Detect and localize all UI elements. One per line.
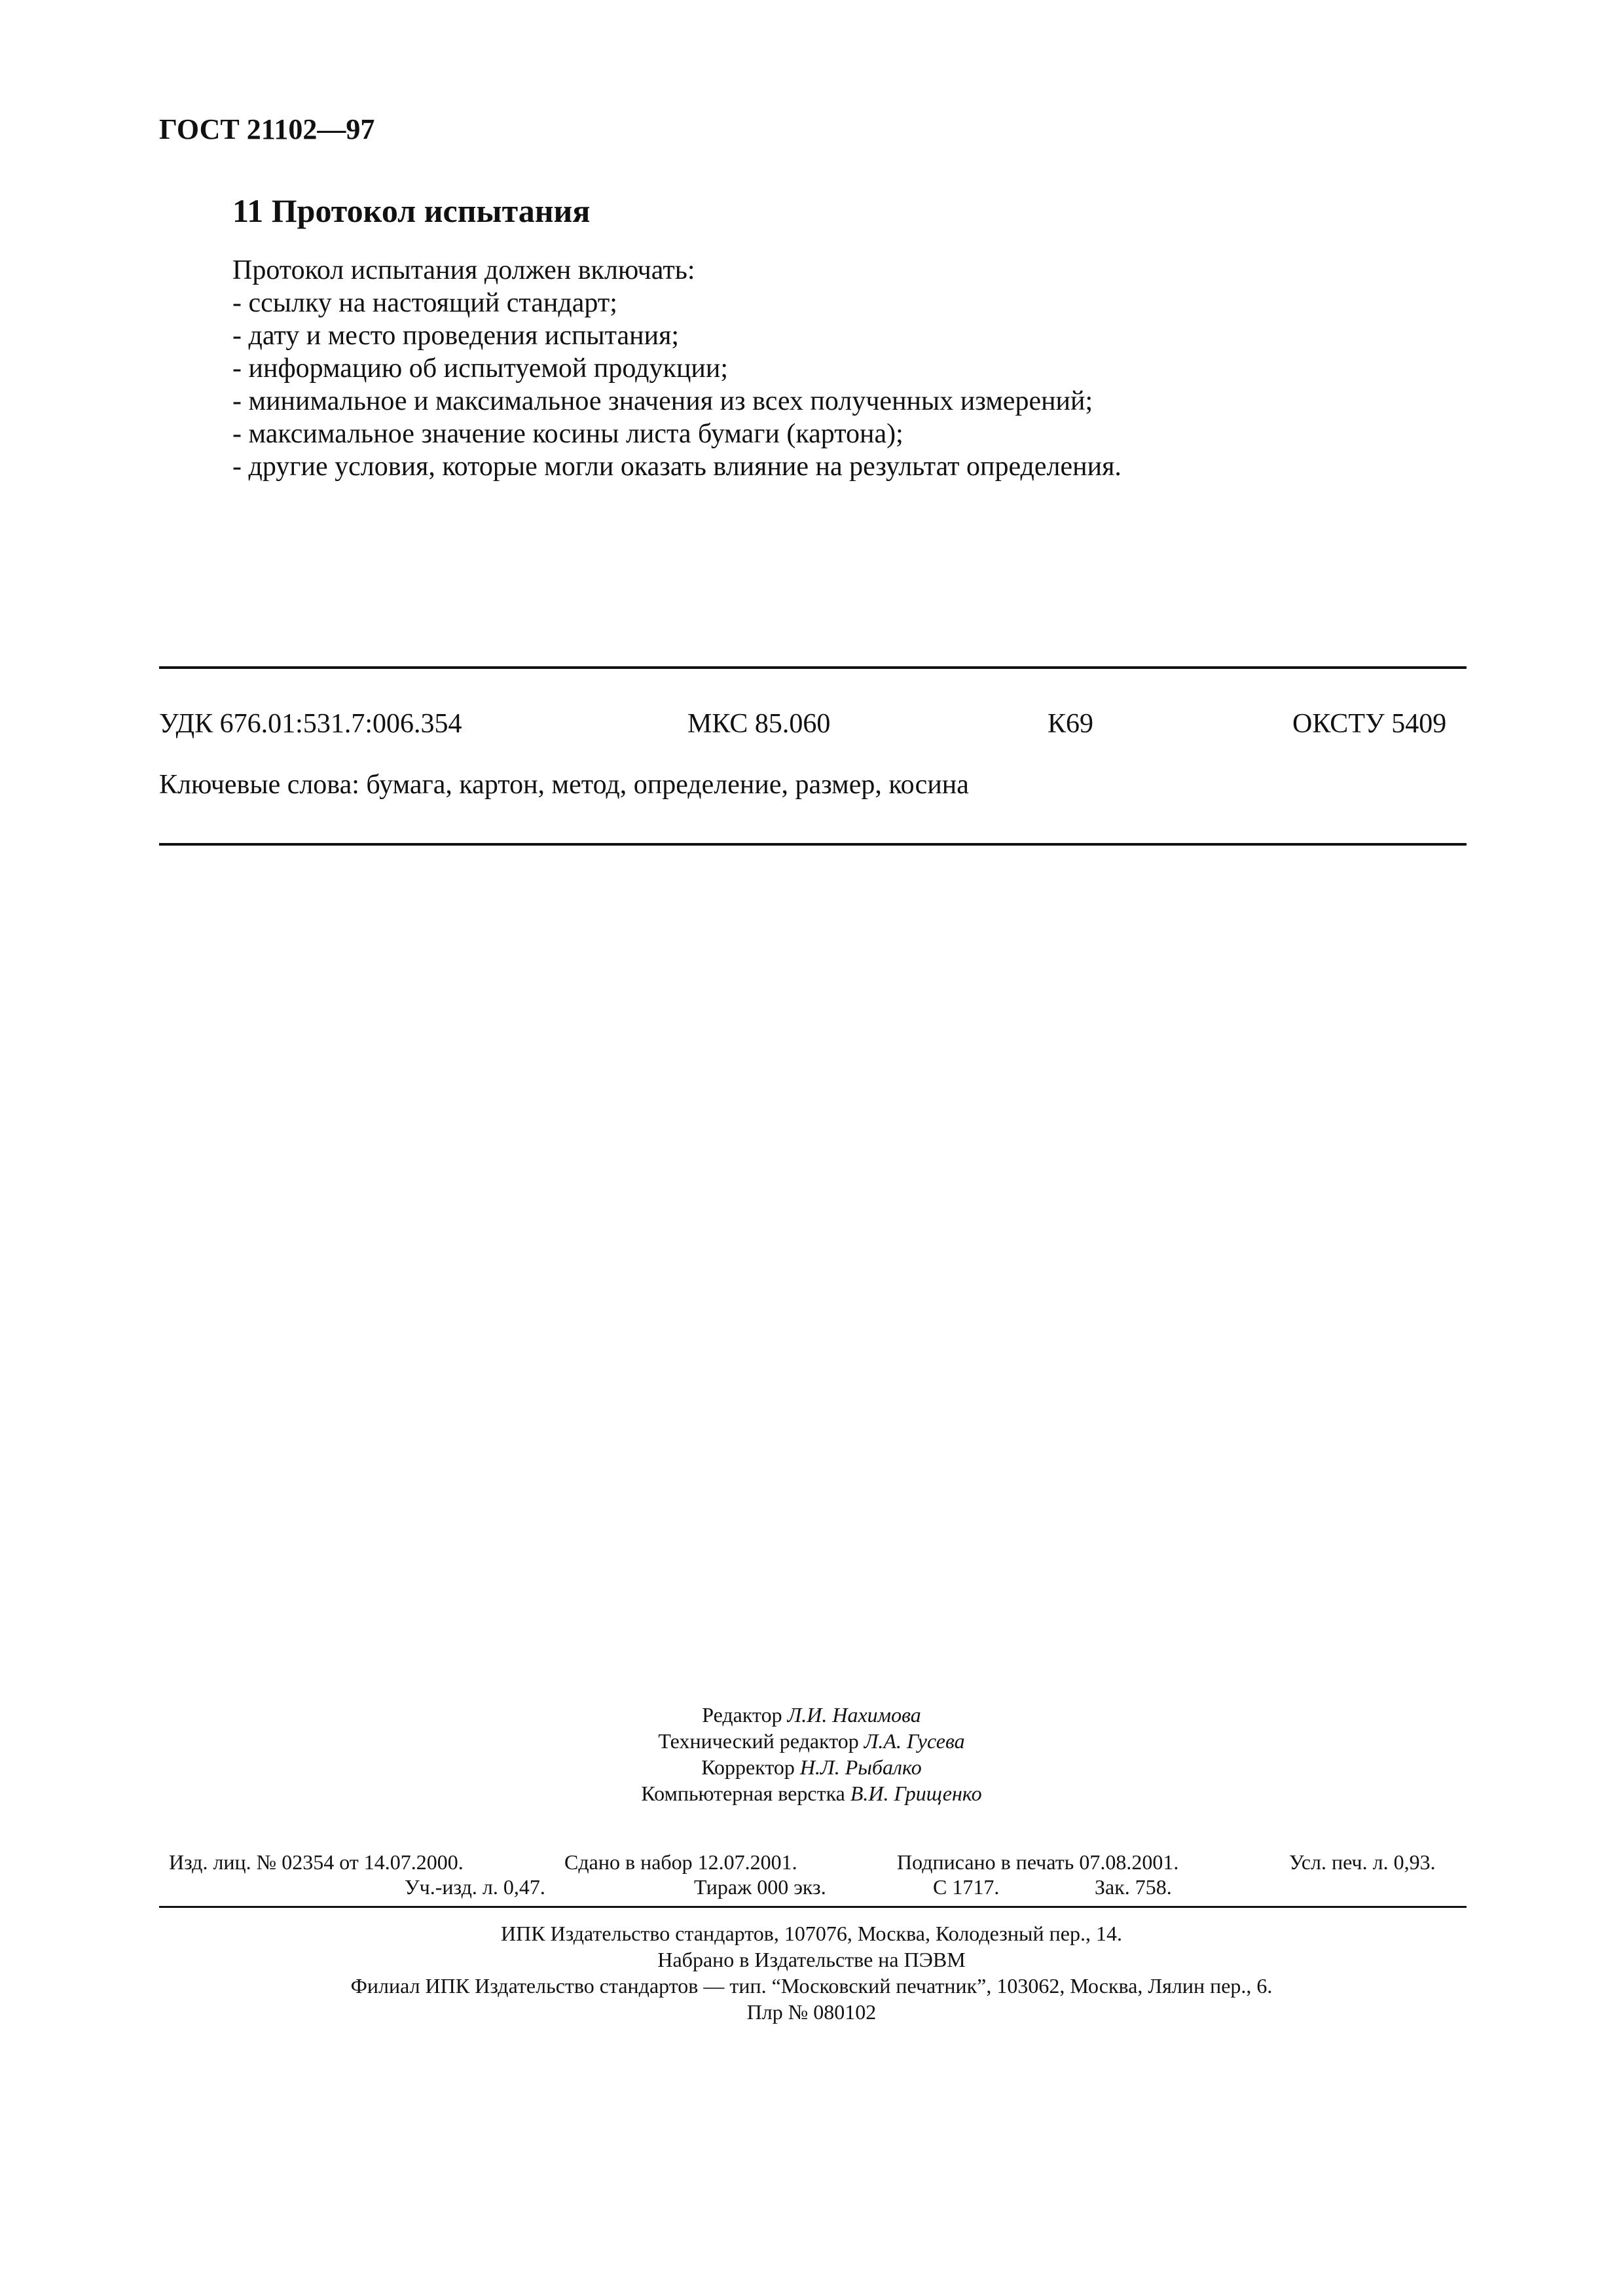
divider-bottom xyxy=(159,843,1467,846)
imprint-signed-to-print: Подписано в печать 07.08.2001. xyxy=(897,1850,1179,1874)
credits-block xyxy=(0,1702,1623,1806)
section-intro: Протокол испытания должен включать: xyxy=(232,255,695,285)
credit-tech-editor: Технический редактор Л.А. Гусева xyxy=(658,1729,965,1753)
k-code: К69 xyxy=(1048,709,1094,739)
list-item: - максимальное значение косины листа бумаги (картона); xyxy=(232,419,903,449)
imprint-circulation: Тираж 000 экз. xyxy=(694,1875,826,1899)
imprint-print-sheets: Усл. печ. л. 0,93. xyxy=(1289,1850,1436,1874)
list-item: - минимальное и максимальное значения из всех полученных измерений; xyxy=(232,386,1093,416)
section-title: 11 Протокол испытания xyxy=(232,192,591,229)
credit-editor: Редактор Л.И. Нахимова xyxy=(702,1703,921,1727)
protocol-items-list xyxy=(232,287,1122,483)
mks-code: МКС 85.060 xyxy=(687,709,831,739)
imprint-license: Изд. лиц. № 02354 от 14.07.2000. xyxy=(169,1850,464,1874)
udk-code: УДК 676.01:531.7:006.354 xyxy=(159,709,462,739)
imprint-order: Зак. 758. xyxy=(1095,1875,1172,1899)
list-item: - другие условия, которые могли оказать влияние на результат определения. xyxy=(232,452,1122,482)
imprint-pub-sheets: Уч.-изд. л. 0,47. xyxy=(405,1875,545,1899)
publisher-block xyxy=(0,1920,1623,2025)
publisher-line: Набрано в Издательстве на ПЭВМ xyxy=(657,1948,966,1971)
imprint-sent-to-set: Сдано в набор 12.07.2001. xyxy=(564,1850,797,1874)
imprint-divider xyxy=(159,1906,1467,1908)
list-item: - информацию об испытуемой продукции; xyxy=(232,353,729,384)
credit-layout: Компьютерная верстка В.И. Грищенко xyxy=(641,1782,982,1805)
credit-corrector: Корректор Н.Л. Рыбалко xyxy=(701,1755,922,1779)
keywords: Ключевые слова: бумага, картон, метод, определение, размер, косина xyxy=(159,770,969,800)
oksty-code: ОКСТУ 5409 xyxy=(1292,709,1447,739)
imprint-code: С 1717. xyxy=(933,1875,1000,1899)
publisher-line: Филиал ИПК Издательство стандартов — тип. “Московский печатник”, 103062, Москва, Лялин пер., 6. xyxy=(350,1974,1273,1998)
list-item: - дату и место проведения испытания; xyxy=(232,321,680,351)
list-item: - ссылку на настоящий стандарт; xyxy=(232,288,617,318)
publisher-line: ИПК Издательство стандартов, 107076, Москва, Колодезный пер., 14. xyxy=(501,1922,1122,1945)
document-code: ГОСТ 21102—97 xyxy=(159,113,375,145)
publisher-line: Плр № 080102 xyxy=(746,2000,877,2024)
divider-top xyxy=(159,666,1467,669)
